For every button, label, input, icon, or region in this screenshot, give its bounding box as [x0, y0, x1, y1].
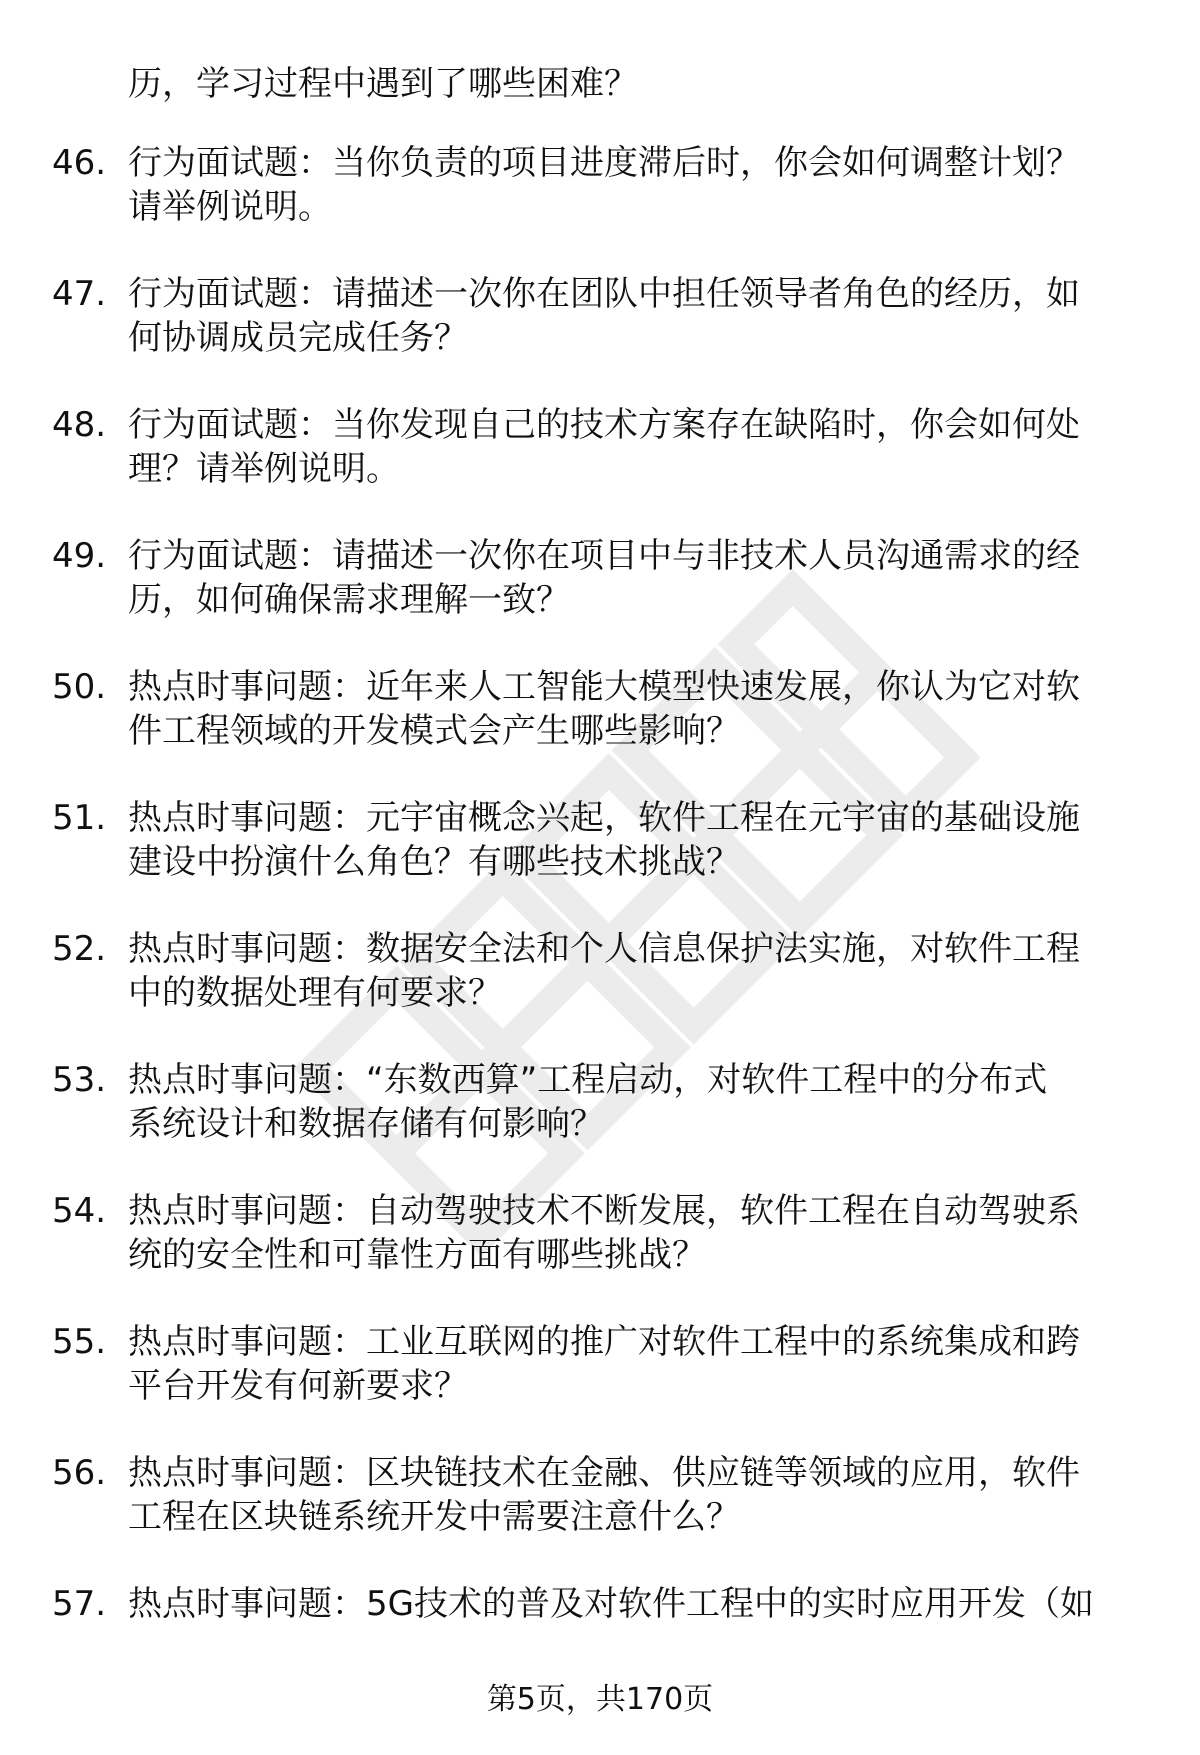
- page-footer: 第5页，共170页: [486, 1682, 714, 1717]
- list-item: [52, 796, 1152, 927]
- question-line: 热点时事问题：区块链技术在金融、供应链等领域的应用，软件: [128, 1453, 1080, 1493]
- question-number: 55.: [52, 1322, 107, 1362]
- question-number: 47.: [52, 274, 107, 314]
- question-text: [128, 1451, 1193, 1539]
- question-line: 工程在区块链系统开发中需要注意什么？: [128, 1497, 740, 1537]
- question-text: [128, 1058, 1193, 1146]
- question-line: 理？请举例说明。: [128, 449, 400, 489]
- question-number: 48.: [52, 405, 107, 445]
- question-line: 建设中扮演什么角色？有哪些技术挑战？: [128, 842, 740, 882]
- list-item: [52, 403, 1152, 534]
- question-number: 52.: [52, 929, 107, 969]
- question-text: [128, 403, 1193, 491]
- question-line: 统的安全性和可靠性方面有哪些挑战？: [128, 1235, 706, 1275]
- question-line: 热点时事问题：自动驾驶技术不断发展，软件工程在自动驾驶系: [128, 1191, 1080, 1231]
- question-line: 行为面试题：当你负责的项目进度滞后时，你会如何调整计划？: [128, 143, 1080, 183]
- question-text: [128, 534, 1193, 622]
- list-item: [52, 534, 1152, 665]
- list-item: [52, 141, 1152, 272]
- question-line: 行为面试题：请描述一次你在项目中与非技术人员沟通需求的经: [128, 536, 1080, 576]
- question-line: 行为面试题：当你发现自己的技术方案存在缺陷时，你会如何处: [128, 405, 1080, 445]
- question-line: 平台开发有何新要求？: [128, 1366, 468, 1406]
- question-line: 历，如何确保需求理解一致？: [128, 580, 570, 620]
- question-number: 57.: [52, 1584, 107, 1624]
- question-number: 53.: [52, 1060, 107, 1100]
- list-item: [52, 1189, 1152, 1320]
- question-number: 46.: [52, 143, 107, 183]
- question-line: 中的数据处理有何要求？: [128, 973, 502, 1013]
- question-line: 系统设计和数据存储有何影响？: [128, 1104, 604, 1144]
- question-text: [128, 141, 1193, 229]
- question-line: 热点时事问题：5G技术的普及对软件工程中的实时应用开发（如: [128, 1584, 1094, 1624]
- question-line: 请举例说明。: [128, 187, 332, 227]
- question-line: 热点时事问题：元宇宙概念兴起，软件工程在元宇宙的基础设施: [128, 798, 1080, 838]
- question-number: 50.: [52, 667, 107, 707]
- question-line: 行为面试题：请描述一次你在团队中担任领导者角色的经历，如: [128, 274, 1080, 314]
- question-line: 热点时事问题：数据安全法和个人信息保护法实施，对软件工程: [128, 929, 1080, 969]
- list-item: [52, 665, 1152, 796]
- list-item: [52, 1451, 1152, 1582]
- question-line: 何协调成员完成任务？: [128, 318, 468, 358]
- question-number: 51.: [52, 798, 107, 838]
- question-text: [128, 927, 1193, 1015]
- question-number: 56.: [52, 1453, 107, 1493]
- list-item: [52, 1320, 1152, 1451]
- question-line: 热点时事问题：工业互联网的推广对软件工程中的系统集成和跨: [128, 1322, 1080, 1362]
- question-text: [128, 665, 1193, 753]
- question-number: 49.: [52, 536, 107, 576]
- question-text: [128, 796, 1193, 884]
- continued-question-line: 历，学习过程中遇到了哪些困难？: [128, 64, 638, 104]
- question-list: [52, 141, 1152, 1713]
- question-text: [128, 1320, 1193, 1408]
- question-text: [128, 1582, 1193, 1626]
- question-line: 件工程领域的开发模式会产生哪些影响？: [128, 711, 740, 751]
- list-item: [52, 1058, 1152, 1189]
- question-number: 54.: [52, 1191, 107, 1231]
- question-line: 热点时事问题：“东数西算”工程启动，对软件工程中的分布式: [128, 1060, 1048, 1100]
- question-text: [128, 272, 1193, 360]
- list-item: [52, 927, 1152, 1058]
- list-item: [52, 272, 1152, 403]
- question-text: [128, 1189, 1193, 1277]
- question-line: 热点时事问题：近年来人工智能大模型快速发展，你认为它对软: [128, 667, 1080, 707]
